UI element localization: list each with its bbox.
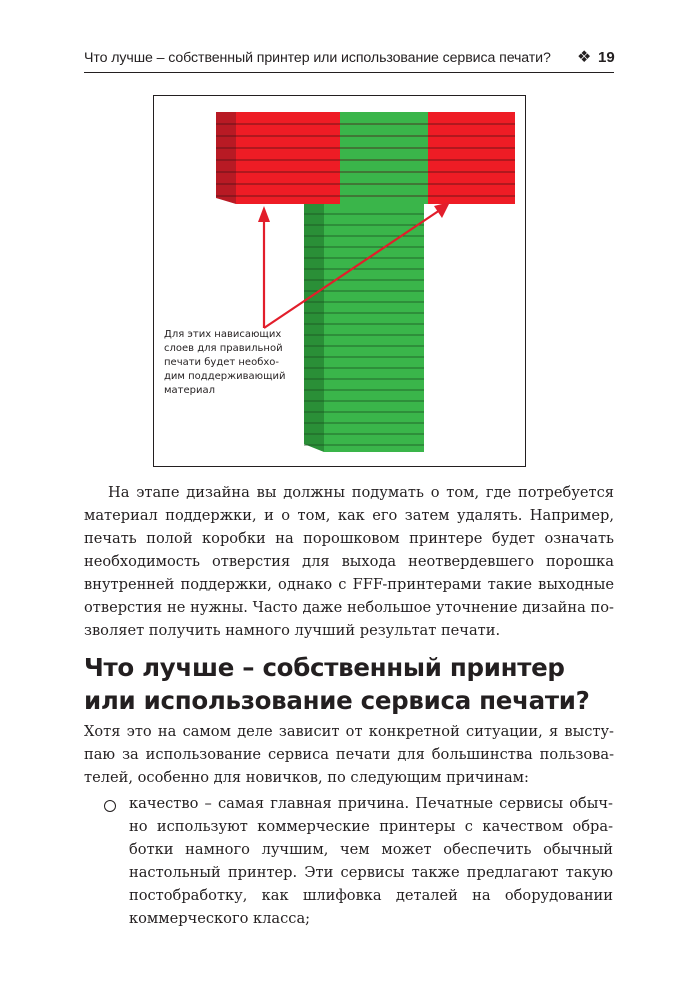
text-line: внутренней поддержки, однако с FFF-принтерами такие выходные: [84, 576, 614, 593]
model-stem: [324, 204, 424, 452]
text-line: телей, особенно для новичков, по следующим причинам:: [84, 769, 529, 786]
model-top-block: [340, 112, 428, 204]
bullet-item-quality: [129, 792, 613, 930]
callout-line: Для этих нависающих: [164, 329, 282, 340]
heading-line: или использование сервиса печати?: [84, 686, 590, 715]
figure-t-shape-support: [153, 95, 526, 467]
text-line: паю за использование сервиса печати для большинства пользова-: [84, 746, 614, 763]
support-right-block: [428, 112, 515, 204]
callout-line: дим поддерживающий: [164, 371, 286, 382]
text-line: настольный принтер. Эти сервисы также предлагают такую: [129, 864, 613, 881]
header-ornament-icon: ❖: [577, 47, 592, 66]
text-line: материал поддержки, и о том, как его затем удалять. Например,: [84, 507, 614, 524]
text-line: постобработку, как шлифовка деталей на оборудовании: [129, 887, 613, 904]
text-line: ботки намного лучшим, чем может обеспечить обычный: [129, 841, 613, 858]
arrow-left-head-icon: [258, 206, 270, 222]
running-header: [84, 42, 614, 73]
support-side-face: [216, 112, 236, 204]
text-line: необходимость отверстия для выхода неотвердевшего порошка: [84, 553, 614, 570]
text-line: На этапе дизайна вы должны подумать о том, где потребуется: [108, 484, 614, 501]
paragraph-design-support: [84, 481, 614, 642]
heading-line: Что лучше – собственный принтер: [84, 653, 565, 682]
header-title: Что лучше – собственный принтер или использование сервиса печати?: [84, 50, 551, 66]
section-heading: [84, 651, 624, 717]
paragraph-intro-reasons: [84, 720, 614, 789]
text-line: отверстия не нужны. Часто даже небольшое уточнение дизайна по-: [84, 599, 614, 616]
figure-callout: [164, 328, 324, 398]
text-line: печать полой коробки на порошковом принтере будет означать: [84, 530, 614, 547]
bullet-circle-icon: [104, 800, 116, 812]
t-shape-illustration: [154, 96, 525, 466]
text-line: качество – самая главная причина. Печатные сервисы обыч-: [129, 795, 613, 812]
callout-line: печати будет необхо-: [164, 357, 280, 368]
text-line: коммерческого класса;: [129, 910, 311, 927]
page-number: 19: [598, 49, 615, 66]
callout-line: материал: [164, 385, 216, 396]
text-line: Хотя это на самом деле зависит от конкретной ситуации, я высту-: [84, 723, 614, 740]
support-left-block: [236, 112, 340, 204]
arrow-right-head-icon: [434, 202, 450, 218]
callout-line: слоев для правильной: [164, 343, 283, 354]
text-line: зволяет получить намного лучший результат печати.: [84, 622, 501, 639]
text-line: но используют коммерческие принтеры с качеством обра-: [129, 818, 613, 835]
